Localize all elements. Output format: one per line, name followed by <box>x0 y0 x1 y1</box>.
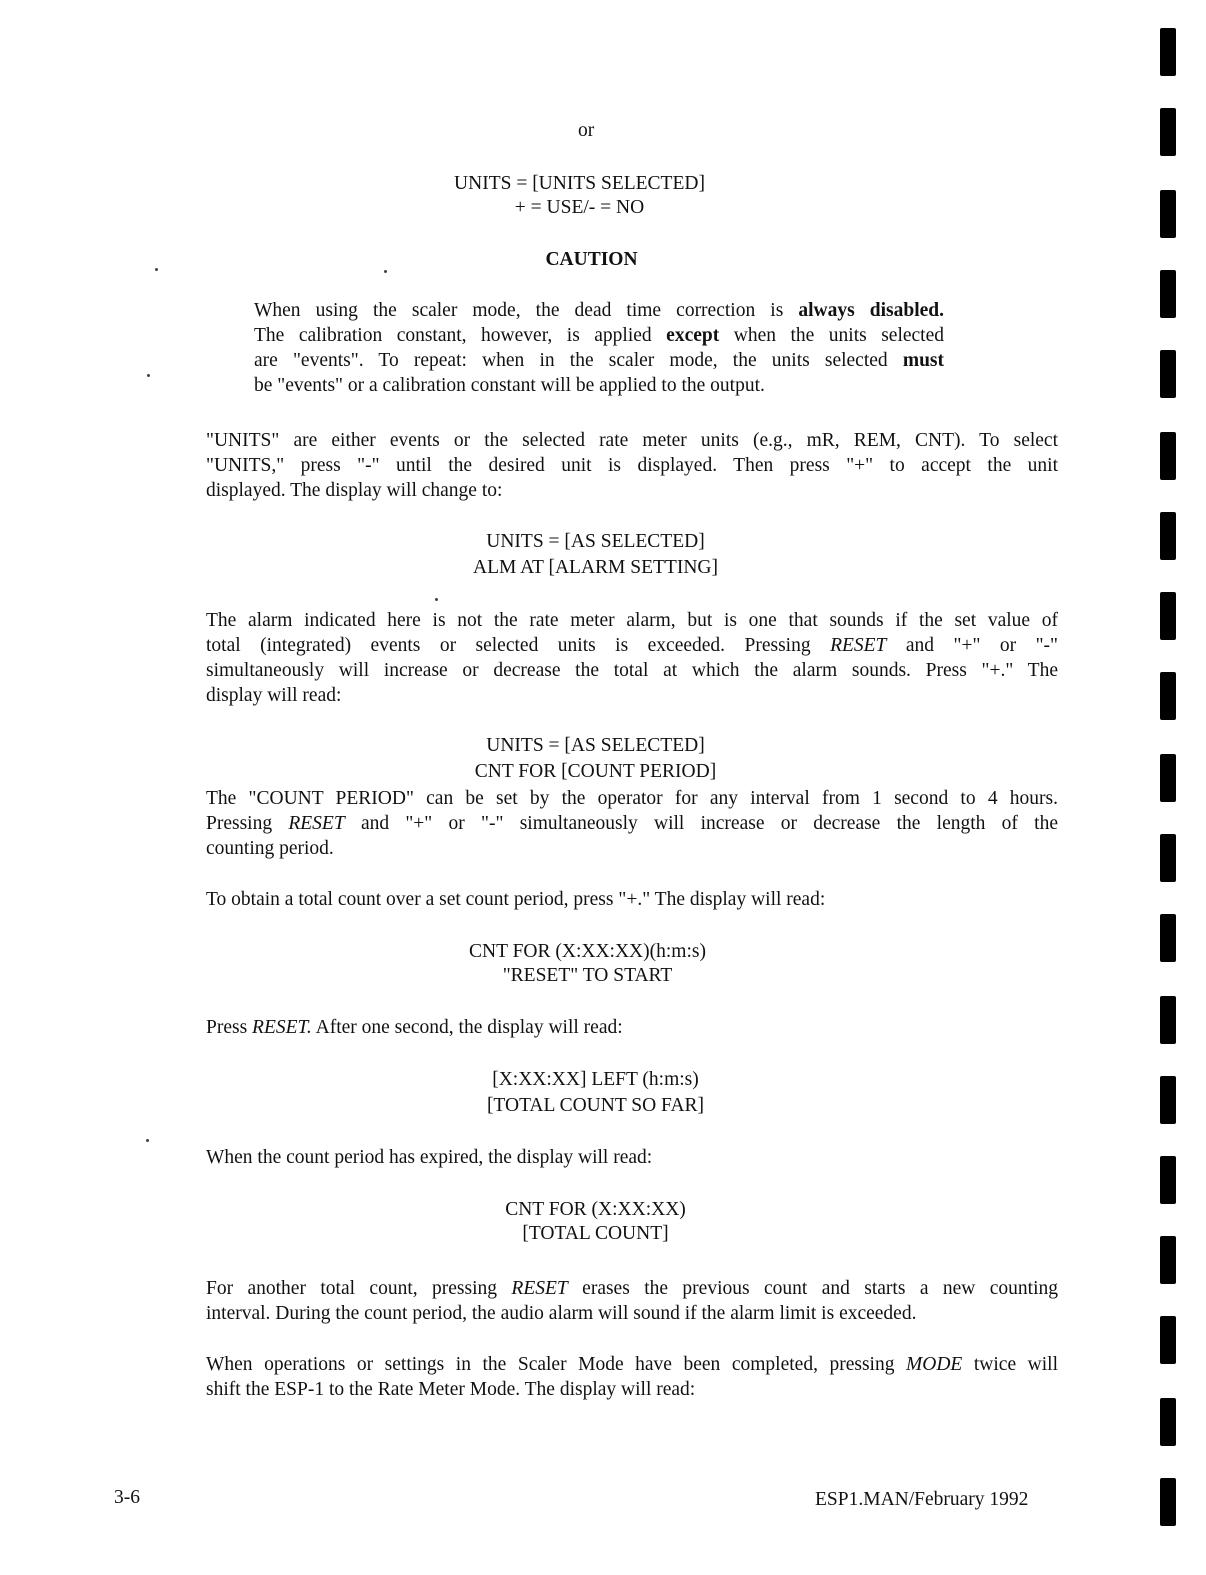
display-total-line2: [TOTAL COUNT] <box>522 1223 669 1244</box>
display-alarm-line1: UNITS = [AS SELECTED] <box>486 531 705 552</box>
display-alarm-line2: ALM AT [ALARM SETTING] <box>472 557 718 578</box>
paragraph-line: "UNITS" are either events or the selected rate meter units (e.g., mR, REM, CNT). To select <box>206 430 1058 451</box>
display-count-period-line2: CNT FOR [COUNT PERIOD] <box>474 761 717 782</box>
scan-speck <box>147 374 150 377</box>
paragraph-line: The alarm indicated here is not the rate meter alarm, but is one that sounds if the set value of <box>206 610 1058 631</box>
display-left-line1: [X:XX:XX] LEFT (h:m:s) <box>492 1069 699 1090</box>
or-line: or <box>578 120 595 141</box>
display-start-line1: CNT FOR (X:XX:XX)(h:m:s) <box>469 941 706 962</box>
paragraph-line: "UNITS," press "-" until the desired unit is displayed. Then press "+" to accept the unit <box>206 455 1058 476</box>
paragraph-line: simultaneously will increase or decrease the total at which the alarm sounds. Press "+." The <box>206 660 1058 681</box>
paragraph-line: The "COUNT PERIOD" can be set by the operator for any interval from 1 second to 4 hours. <box>206 788 1058 809</box>
paragraph-alarm <box>206 608 1058 708</box>
scan-speck <box>146 1139 149 1142</box>
paragraph-line: When operations or settings in the Scaler Mode have been completed, pressing MODE twice will <box>206 1354 1058 1375</box>
display-left-line2: [TOTAL COUNT SO FAR] <box>486 1095 705 1116</box>
paragraph-line: For another total count, pressing RESET erases the previous count and starts a new counting <box>206 1278 1058 1299</box>
display-count-period-line1: UNITS = [AS SELECTED] <box>486 735 705 756</box>
display-units-selected-line2: + = USE/- = NO <box>514 197 645 218</box>
paragraph-line: shift the ESP-1 to the Rate Meter Mode. The display will read: <box>206 1379 696 1400</box>
caution-line-1: When using the scaler mode, the dead time correction is always disabled. <box>254 300 945 321</box>
scan-speck <box>435 598 438 601</box>
paragraph-press-reset: Press RESET. After one second, the display will read: <box>206 1017 623 1038</box>
display-total-line1: CNT FOR (X:XX:XX) <box>505 1199 686 1220</box>
document-reference: ESP1.MAN/February 1992 <box>815 1489 1029 1510</box>
caution-line-3: are "events". To repeat: when in the scaler mode, the units selected must <box>254 350 944 371</box>
scan-speck <box>384 270 387 273</box>
display-start-line2: "RESET" TO START <box>502 965 673 986</box>
paragraph-line: display will read: <box>206 685 342 706</box>
display-units-selected-line1: UNITS = [UNITS SELECTED] <box>454 173 705 194</box>
paragraph-units <box>206 428 1058 503</box>
paragraph-mode <box>206 1352 1058 1402</box>
paragraph-expired: When the count period has expired, the display will read: <box>206 1147 653 1168</box>
scan-speck <box>155 268 158 271</box>
paragraph-count-period <box>206 786 1058 861</box>
caution-paragraph <box>254 298 944 398</box>
paragraph-line: counting period. <box>206 838 334 859</box>
paragraph-another-count <box>206 1276 1058 1326</box>
paragraph-line: Pressing RESET and "+" or "-" simultaneously will increase or decrease the length of the <box>206 813 1058 834</box>
paragraph-line: interval. During the count period, the audio alarm will sound if the alarm limit is exceeded. <box>206 1303 917 1324</box>
paragraph-line: total (integrated) events or selected units is exceeded. Pressing RESET and "+" or "-" <box>206 635 1058 656</box>
caution-line-4: be "events" or a calibration constant will be applied to the output. <box>254 375 765 396</box>
page-number: 3-6 <box>114 1487 140 1508</box>
caution-line-2: The calibration constant, however, is applied except when the units selected <box>254 325 945 346</box>
paragraph-line: displayed. The display will change to: <box>206 480 503 501</box>
paragraph-total: To obtain a total count over a set count period, press "+." The display will read: <box>206 889 826 910</box>
caution-heading: CAUTION <box>545 249 638 270</box>
